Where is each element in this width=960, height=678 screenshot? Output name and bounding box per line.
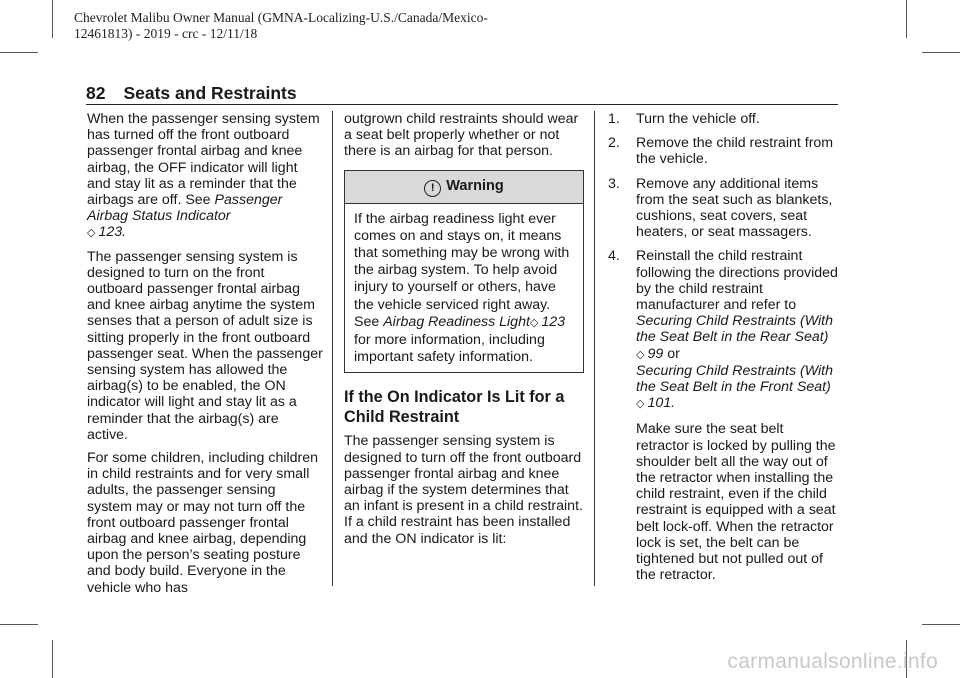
conjunction-text: or: [667, 345, 680, 362]
crop-mark: [52, 640, 53, 678]
text-column-1: [87, 111, 323, 603]
text-column-3: [608, 111, 840, 591]
cross-reference-link[interactable]: Airbag Readiness Light: [383, 313, 530, 330]
list-item: [608, 248, 840, 583]
crop-mark: [922, 624, 960, 625]
paragraph: [87, 111, 323, 242]
page-reference[interactable]: ◇ 123.: [87, 224, 127, 241]
page-ref-arrow-icon: ◇: [87, 227, 96, 240]
subheading: If the On Indicator Is Lit for a Child Restraint: [344, 388, 565, 427]
cross-reference-link[interactable]: Securing Child Restraints (With the Seat Belt in the Rear Seat): [636, 313, 833, 346]
page-ref-arrow-icon: ◇: [636, 398, 645, 411]
cross-reference-link[interactable]: Securing Child Restraints (With the Seat Belt in the Front Seat): [636, 362, 833, 396]
site-watermark: carmanualsonline.info: [727, 650, 938, 673]
paragraph: outgrown child restraints should wear a seat belt properly whether or not there is an airbag for that person.: [344, 111, 579, 160]
crop-mark: [922, 52, 960, 53]
page-number: 82: [86, 83, 106, 103]
page-reference[interactable]: [636, 346, 663, 362]
numbered-steps: [608, 111, 840, 583]
paragraph: For some children, including children in child restraints and for very small adults, the passenger sensing system may or may not turn off the front outboard passenger frontal airbag and knee airbag, depending upon the person’s seating posture and body build. Everyone in the vehicle who has: [87, 450, 319, 596]
step-text: Remove the child restraint from the vehicle.: [636, 135, 834, 168]
page-reference-number: 99: [647, 345, 664, 362]
page-reference-number: 101: [647, 395, 672, 412]
text-column-2: [344, 111, 584, 554]
step-followup-text: Make sure the seat belt retractor is locked by pulling the shoulder belt all the way out of the retractor when installing the child restraint, even if the child restraint is equipped with a seat belt lock-off. When the retractor lock is set, the belt can be tightened but not pulled out of the retractor.: [636, 421, 836, 584]
meta-line-1: Chevrolet Malibu Owner Manual (GMNA-Localizing-U.S./Canada/Mexico-: [74, 10, 488, 25]
warning-box: [344, 170, 584, 374]
column-divider: [332, 111, 333, 586]
crop-mark: [52, 0, 53, 38]
page-heading: [86, 82, 838, 105]
paragraph: The passenger sensing system is designed to turn on the front outboard passenger frontal airbag and knee airbag anytime the system senses that a person of adult size is sitting properly in the front outboard passenger seat. When the passenger sensing system has allowed the airbag(s) to be enabled, the ON indicator will light and stay lit as a reminder that the airbag(s) are active.: [87, 248, 323, 443]
step-text: Remove any additional items from the seat such as blankets, cushions, seat covers, seat heaters, or seat massagers.: [636, 175, 833, 241]
list-item: [608, 111, 840, 127]
cross-reference-link[interactable]: Passenger Airbag Status Indicator: [87, 192, 283, 225]
paragraph-text: When the passenger sensing system has turned off the front outboard passenger frontal airbag and knee airbag, the OFF indicator will light and stay lit as a reminder that the airbags are off. See: [87, 111, 320, 209]
page-reference-number: 123: [98, 224, 123, 241]
page-reference[interactable]: ◇ 101.: [636, 395, 676, 412]
list-item: [608, 135, 840, 167]
paragraph: The passenger sensing system is designed to turn off the front outboard passenger frontal airbag and knee airbag if the system determines that an infant is present in a child restraint. If a child restraint has been installed and the ON indicator is lit:: [344, 433, 583, 547]
column-divider: [594, 111, 595, 586]
step-text-body: Reinstall the child restraint following the directions provided by the child restraint manufacturer and refer to: [636, 248, 838, 314]
step-number: 4.: [608, 248, 620, 265]
step-number: 3.: [608, 175, 620, 192]
crop-mark: [906, 0, 907, 38]
meta-line-2: 12461813) - 2019 - crc - 12/11/18: [74, 26, 258, 41]
step-text: Turn the vehicle off.: [636, 111, 760, 127]
step-number: 2.: [608, 135, 620, 152]
step-number: 1.: [608, 111, 620, 127]
warning-text: for more information, including important safety information.: [354, 332, 545, 366]
crop-mark: [0, 52, 38, 53]
warning-text: If the airbag readiness light ever comes on and stays on, it means that something may be wrong with the airbag system. To help avoid injury to yourself or others, have the vehicle serviced right away. See: [354, 210, 570, 330]
warning-header: [345, 171, 583, 204]
crop-mark: [0, 624, 38, 625]
step-text: [636, 248, 840, 412]
warning-body: [345, 204, 583, 373]
page-reference-number: 123: [541, 313, 566, 330]
page-ref-arrow-icon: ◇: [529, 316, 539, 329]
warning-exclamation-icon: !: [424, 180, 441, 197]
list-item: [608, 176, 840, 241]
warning-title: Warning: [446, 177, 504, 194]
page-ref-arrow-icon: ◇: [636, 348, 645, 361]
document-meta-header: [74, 10, 488, 42]
section-title: Seats and Restraints: [123, 83, 297, 103]
page-reference[interactable]: [530, 314, 565, 330]
